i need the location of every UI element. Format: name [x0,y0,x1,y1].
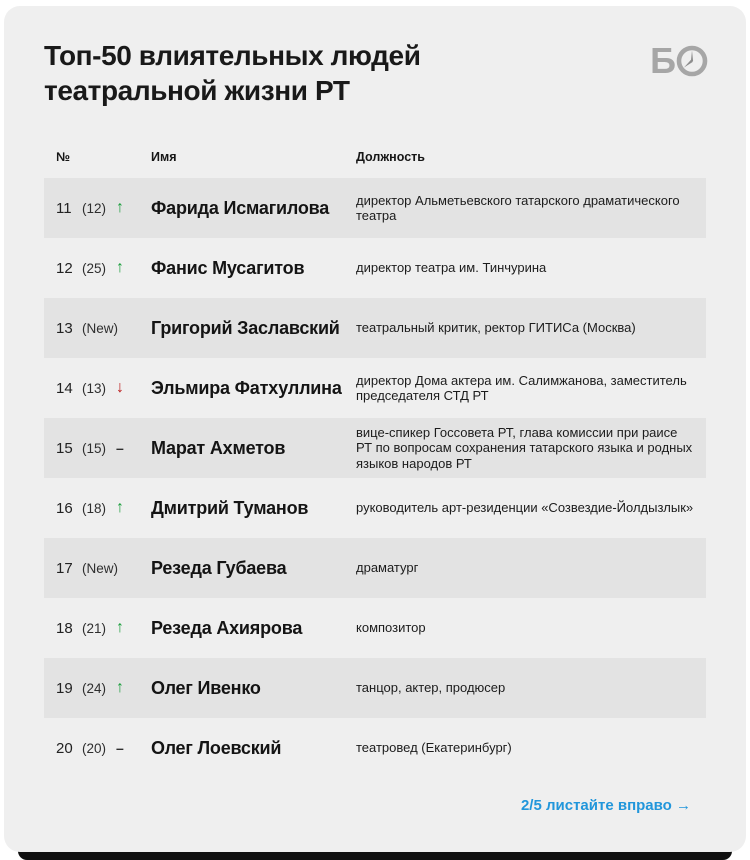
person-name: Олег Лоевский [151,737,282,758]
column-header-num: № [56,150,70,164]
pagination-hint[interactable]: 2/5 листайте вправо → [520,797,691,814]
rank-number: 11 [56,199,72,217]
rank-number: 17 [56,559,73,577]
table-row [44,658,706,718]
page-title-line1: Топ-50 влиятельных людей [44,40,421,71]
previous-rank: (13) [82,380,107,396]
person-position: театровед (Екатеринбург) [356,740,512,756]
clock-icon [676,45,708,77]
person-name: Фанис Мусагитов [151,257,305,278]
rank-number: 12 [56,259,73,277]
trend-arrow-icon: ↓ [116,379,124,396]
person-position: директор Дома актера им. Салимжанова, заместитель председателя СТД РТ [356,372,687,403]
table-row [44,478,706,538]
person-name: Марат Ахметов [151,437,286,458]
bo-logo [650,40,708,81]
trend-arrow-icon: ↑ [116,259,124,276]
table-row [44,418,706,478]
page-title [44,38,421,108]
table-row [44,178,706,238]
table-rows [44,178,706,778]
rank-number: 20 [56,739,73,757]
person-name: Фарида Исмагилова [151,197,330,218]
logo-letter: Б [650,40,675,81]
infographic-card [4,6,746,852]
column-header-name: Имя [151,150,177,164]
person-position: директор театра им. Тинчурина [356,260,547,276]
trend-arrow-icon: ↑ [116,499,124,516]
person-position: композитор [356,620,426,636]
page-title-line2: театральной жизни РТ [44,75,350,106]
rank-number: 15 [56,439,73,457]
person-position: танцор, актер, продюсер [356,680,506,696]
table-row [44,298,706,358]
previous-rank: (New) [82,560,118,576]
table-header-row [44,144,706,170]
previous-rank: (21) [82,620,107,636]
table-row [44,538,706,598]
person-name: Резеда Губаева [151,557,287,578]
trend-arrow-icon: ↑ [116,619,124,636]
person-name: Олег Ивенко [151,677,261,698]
table-row [44,598,706,658]
rank-number: 13 [56,319,73,337]
trend-arrow-icon: – [116,740,124,756]
person-name: Эльмира Фатхуллина [151,377,342,398]
person-name: Григорий Заславский [151,317,340,338]
previous-rank: (24) [82,680,107,696]
previous-rank: (25) [82,260,107,276]
table-row [44,238,706,298]
column-header-position: Должность [356,150,425,164]
trend-arrow-icon: – [116,440,124,456]
trend-arrow-icon: ↑ [116,199,124,216]
person-position: вице-спикер Госсовета РТ, глава комиссии при раисе РТ по вопросам сохранения татарского языка и родных языков народов РТ [356,424,693,471]
rank-number: 19 [56,679,73,697]
person-name: Дмитрий Туманов [151,497,309,518]
rank-number: 16 [56,499,73,517]
rank-number: 18 [56,619,73,637]
previous-rank: (12) [82,200,107,216]
previous-rank: (15) [82,440,107,456]
person-position: руководитель арт-резиденции «Созвездие-Йолдызлык» [356,500,694,516]
previous-rank: (New) [82,320,118,336]
previous-rank: (20) [82,740,107,756]
table-row [44,358,706,418]
person-position: директор Альметьевского татарского драматического театра [356,192,680,223]
person-position: драматург [356,560,419,576]
rank-number: 14 [56,379,73,397]
trend-arrow-icon: ↑ [116,679,124,696]
person-position: театральный критик, ректор ГИТИСа (Москва) [356,320,636,336]
table-row [44,718,706,778]
person-name: Резеда Ахиярова [151,617,303,638]
previous-rank: (18) [82,500,107,516]
